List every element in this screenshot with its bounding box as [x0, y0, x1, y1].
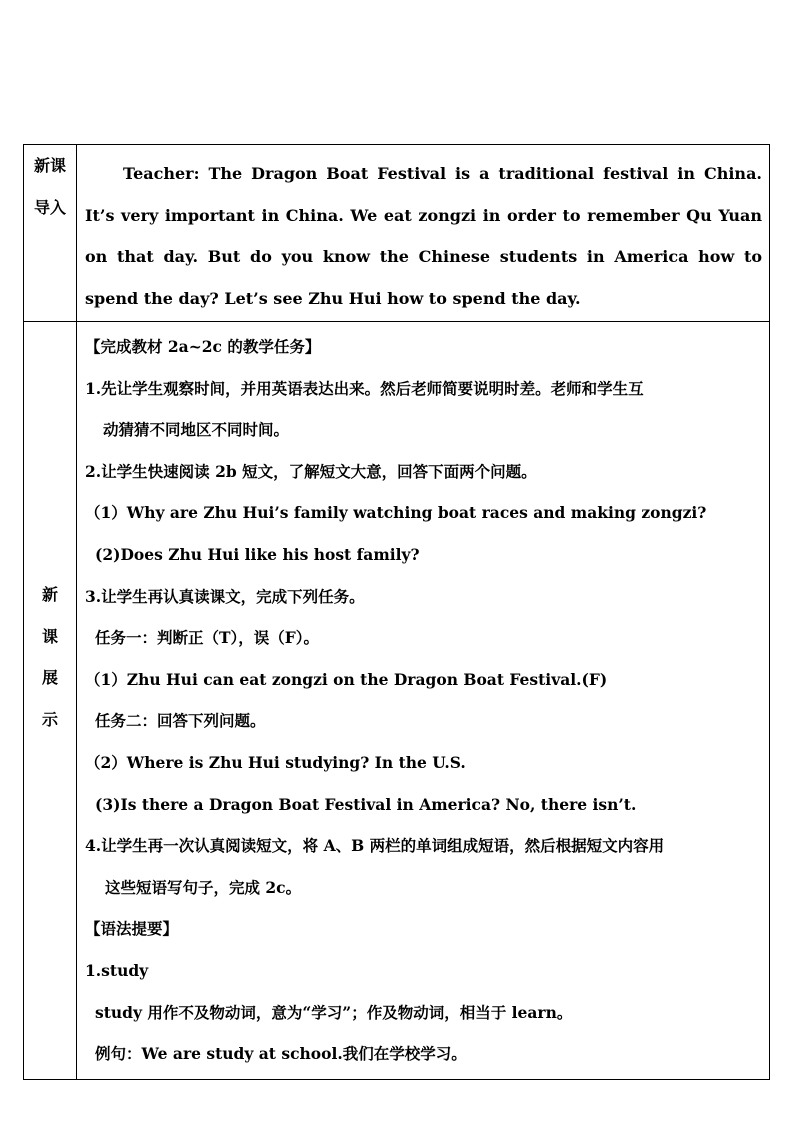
intro-row [24, 145, 770, 322]
show-label-char: 新 [41, 585, 58, 604]
task-2-item-3: (3)Is there a Dragon Boat Festival in America? No, there isn’t. [95, 794, 637, 814]
question-1: （1）Why are Zhu Hui’s family watching boat races and making zongzi? [85, 503, 707, 523]
task-2-item-2: （2）Where is Zhu Hui studying? In the U.S. [85, 752, 466, 772]
intro-label-line-1: 新课 [33, 156, 66, 175]
grammar-item-title: 1.study [85, 960, 149, 980]
show-label-char: 示 [41, 709, 58, 729]
show-lines [77, 322, 769, 1079]
section-heading: 【完成教材 2a~2c 的教学任务】 [85, 337, 321, 356]
step-4-line-2: 这些短语写句子，完成 2c。 [105, 877, 302, 897]
grammar-explanation: study 用作不及物动词，意为“学习”；作及物动词，相当于 learn。 [95, 1002, 573, 1022]
show-label-char: 展 [41, 668, 58, 688]
step-1-line-2: 动猜猜不同地区不同时间。 [103, 420, 290, 440]
grammar-example: 例句：We are study at school.我们在学校学习。 [95, 1044, 467, 1064]
step-3: 3.让学生再认真读课文，完成下列任务。 [85, 586, 365, 606]
show-content-cell [77, 322, 770, 1080]
step-1-line-1: 1.先让学生观察时间，并用英语表达出来。然后老师简要说明时差。老师和学生互 [85, 378, 644, 398]
intro-label-cell [24, 145, 77, 322]
show-label-chars [24, 574, 76, 740]
step-4-line-1: 4.让学生再一次认真阅读短文，将 A、B 两栏的单词组成短语，然后根据短文内容用 [85, 836, 665, 856]
intro-label-line-2: 导入 [33, 197, 66, 217]
grammar-heading: 【语法提要】 [85, 919, 179, 939]
task-2-heading: 任务二：回答下列问题。 [95, 711, 266, 731]
task-1-heading: 任务一：判断正（T），误（F）。 [95, 628, 320, 648]
lesson-plan-table [23, 144, 770, 1080]
intro-paragraph: Teacher: The Dragon Boat Festival is a traditional festival in China. It’s very important in China. We eat zongzi in order to remember Qu Yuan on that day. But do you know the Chinese students in America how to spend the day? Let’s see Zhu Hui how to spend the day. [85, 164, 762, 308]
question-2: (2)Does Zhu Hui like his host family? [95, 544, 420, 564]
intro-content-cell [77, 145, 770, 322]
step-2: 2.让学生快速阅读 2b 短文，了解短文大意，回答下面两个问题。 [85, 461, 537, 481]
show-label-char: 课 [41, 626, 58, 646]
task-1-item: （1）Zhu Hui can eat zongzi on the Dragon Boat Festival.(F) [85, 669, 608, 689]
show-label-cell [24, 322, 77, 1080]
show-row [24, 322, 770, 1080]
